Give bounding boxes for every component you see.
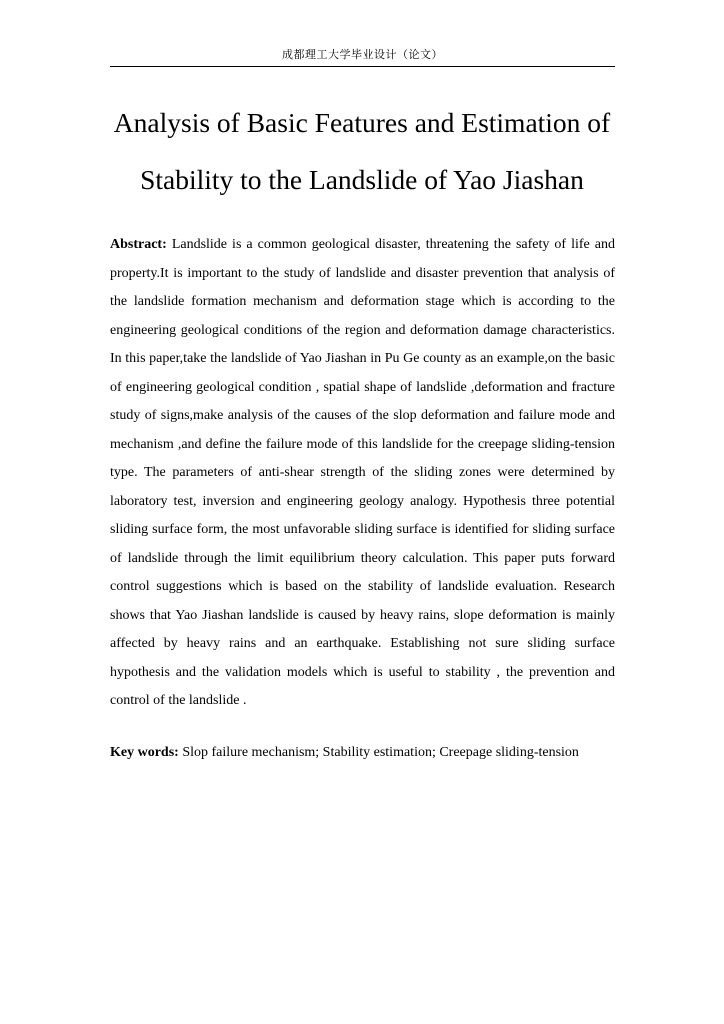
running-header: 成都理工大学毕业设计（论文） <box>282 48 443 61</box>
abstract-text: Landslide is a common geological disaster, threatening the safety of life and property.It is important to the study of landslide and disaster prevention that analysis of the landslide formation mechanism and deformation stage which is according to the engineering geological conditions of the region and deformation damage characteristics. In this paper,take the landslide of Yao Jiashan in Pu Ge county as an example,on the basic of engineering geological condition , spatial shape of landslide ,deformation and fracture study of signs,make analysis of the causes of the slop deformation and failure mode and mechanism ,and define the failure mode of this landslide for the creepage sliding-tension type. The parameters of anti-shear strength of the sliding zones were determined by laboratory test, inversion and engineering geology analogy. Hypothesis three potential sliding surface form, the most unfavorable sliding surface is identified for sliding surface of landslide through the limit equilibrium theory calculation. This paper puts forward control suggestions which is based on the stability of landslide evaluation. Research shows that Yao Jiashan landslide is caused by heavy rains, slope deformation is mainly affected by heavy rains and an earthquake. Establishing not sure sliding surface hypothesis and the validation models which is useful to stability , the prevention and control of the landslide . <box>110 237 616 708</box>
keywords-label: Key words: <box>110 745 179 760</box>
keywords-text: Slop failure mechanism; Stability estimation; Creepage sliding-tension <box>182 745 579 760</box>
header-rule <box>110 66 615 67</box>
abstract-label: Abstract: <box>110 237 167 252</box>
paper-title <box>80 94 644 208</box>
title-line-2: Stability to the Landslide of Yao Jiashan <box>140 164 584 195</box>
title-line-1: Analysis of Basic Features and Estimation of <box>113 107 611 138</box>
keywords-line <box>110 739 615 767</box>
abstract-paragraph <box>110 231 615 716</box>
